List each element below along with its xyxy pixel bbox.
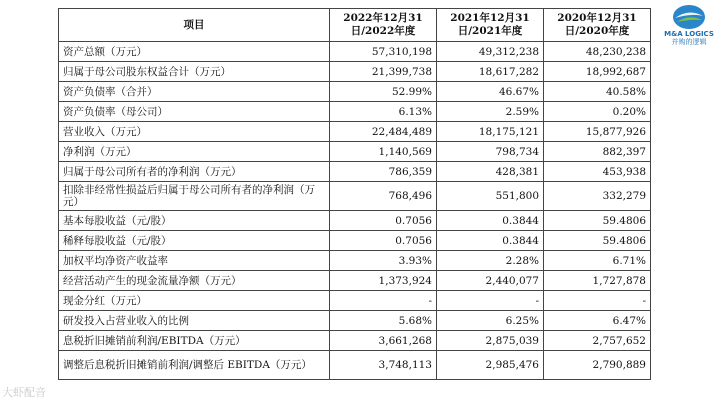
row-label: 资产负债率（母公司）	[59, 102, 330, 122]
table-row	[59, 311, 651, 331]
table-header-row	[59, 9, 651, 42]
cell-2021: 2,875,039	[437, 331, 544, 351]
cell-2022: 786,359	[330, 162, 437, 182]
cell-2022: 0.7056	[330, 211, 437, 231]
row-label: 调整后息税折旧摊销前利润/调整后 EBITDA（万元）	[59, 351, 330, 380]
ma-logics-logo	[660, 4, 718, 52]
table-row	[59, 62, 651, 82]
cell-2020: 332,279	[544, 182, 651, 211]
cell-2021: 2.59%	[437, 102, 544, 122]
cell-2022: -	[330, 291, 437, 311]
cell-2021: 18,617,282	[437, 62, 544, 82]
row-label: 研发投入占营业收入的比例	[59, 311, 330, 331]
cell-2022: 57,310,198	[330, 42, 437, 62]
cell-2020: 0.20%	[544, 102, 651, 122]
cell-2020: 2,757,652	[544, 331, 651, 351]
row-label: 归属于母公司股东权益合计（万元）	[59, 62, 330, 82]
table-row	[59, 102, 651, 122]
table-row	[59, 42, 651, 62]
cell-2020: 59.4806	[544, 211, 651, 231]
cell-2020: -	[544, 291, 651, 311]
cell-2022: 1,373,924	[330, 271, 437, 291]
cell-2020: 18,992,687	[544, 62, 651, 82]
header-item: 项目	[59, 9, 330, 42]
row-label: 息税折旧摊销前利润/EBITDA（万元）	[59, 331, 330, 351]
cell-2020: 59.4806	[544, 231, 651, 251]
row-label: 资产总额（万元）	[59, 42, 330, 62]
cell-2020: 6.47%	[544, 311, 651, 331]
cell-2020: 40.58%	[544, 82, 651, 102]
cell-2021: 2,440,077	[437, 271, 544, 291]
row-label: 扣除非经常性损益后归属于母公司所有者的净利润（万元）	[59, 182, 330, 211]
header-2020: 2020年12月31日/2020年度	[544, 9, 651, 42]
cell-2020: 2,790,889	[544, 351, 651, 380]
cell-2022: 0.7056	[330, 231, 437, 251]
cell-2021: 2,985,476	[437, 351, 544, 380]
cell-2022: 3.93%	[330, 251, 437, 271]
cell-2020: 453,938	[544, 162, 651, 182]
cell-2020: 48,230,238	[544, 42, 651, 62]
financial-data-table	[58, 8, 651, 380]
table-row	[59, 162, 651, 182]
cell-2020: 6.71%	[544, 251, 651, 271]
cell-2021: 18,175,121	[437, 122, 544, 142]
watermark: 大虾配音	[2, 386, 46, 399]
table-row	[59, 231, 651, 251]
cell-2022: 5.68%	[330, 311, 437, 331]
cell-2021: -	[437, 291, 544, 311]
cell-2020: 15,877,926	[544, 122, 651, 142]
table-row	[59, 291, 651, 311]
row-label: 资产负债率（合并）	[59, 82, 330, 102]
cell-2022: 1,140,569	[330, 142, 437, 162]
row-label: 归属于母公司所有者的净利润（万元）	[59, 162, 330, 182]
cell-2021: 6.25%	[437, 311, 544, 331]
table-row	[59, 331, 651, 351]
table-row	[59, 271, 651, 291]
cell-2021: 2.28%	[437, 251, 544, 271]
row-label: 基本每股收益（元/股）	[59, 211, 330, 231]
logo-brand-text: M&A LOGICS	[664, 30, 714, 38]
financial-table-container	[58, 8, 650, 380]
cell-2022: 3,748,113	[330, 351, 437, 380]
cell-2020: 1,727,878	[544, 271, 651, 291]
globe-icon	[672, 4, 706, 30]
header-2021: 2021年12月31日/2021年度	[437, 9, 544, 42]
table-row	[59, 351, 651, 380]
cell-2022: 52.99%	[330, 82, 437, 102]
cell-2021: 49,312,238	[437, 42, 544, 62]
cell-2022: 3,661,268	[330, 331, 437, 351]
row-label: 稀释每股收益（元/股）	[59, 231, 330, 251]
cell-2021: 46.67%	[437, 82, 544, 102]
row-label: 经营活动产生的现金流量净额（万元）	[59, 271, 330, 291]
table-row	[59, 182, 651, 211]
table-row	[59, 251, 651, 271]
cell-2021: 0.3844	[437, 211, 544, 231]
cell-2021: 798,734	[437, 142, 544, 162]
header-2022: 2022年12月31日/2022年度	[330, 9, 437, 42]
table-row	[59, 211, 651, 231]
cell-2022: 6.13%	[330, 102, 437, 122]
cell-2021: 428,381	[437, 162, 544, 182]
logo-brand-cn-text: 并购的逻辑	[671, 38, 707, 46]
cell-2022: 21,399,738	[330, 62, 437, 82]
table-row	[59, 82, 651, 102]
row-label: 营业收入（万元）	[59, 122, 330, 142]
cell-2022: 768,496	[330, 182, 437, 211]
cell-2021: 551,800	[437, 182, 544, 211]
row-label: 现金分红（万元）	[59, 291, 330, 311]
cell-2020: 882,397	[544, 142, 651, 162]
cell-2021: 0.3844	[437, 231, 544, 251]
table-row	[59, 122, 651, 142]
row-label: 加权平均净资产收益率	[59, 251, 330, 271]
row-label: 净利润（万元）	[59, 142, 330, 162]
cell-2022: 22,484,489	[330, 122, 437, 142]
table-row	[59, 142, 651, 162]
